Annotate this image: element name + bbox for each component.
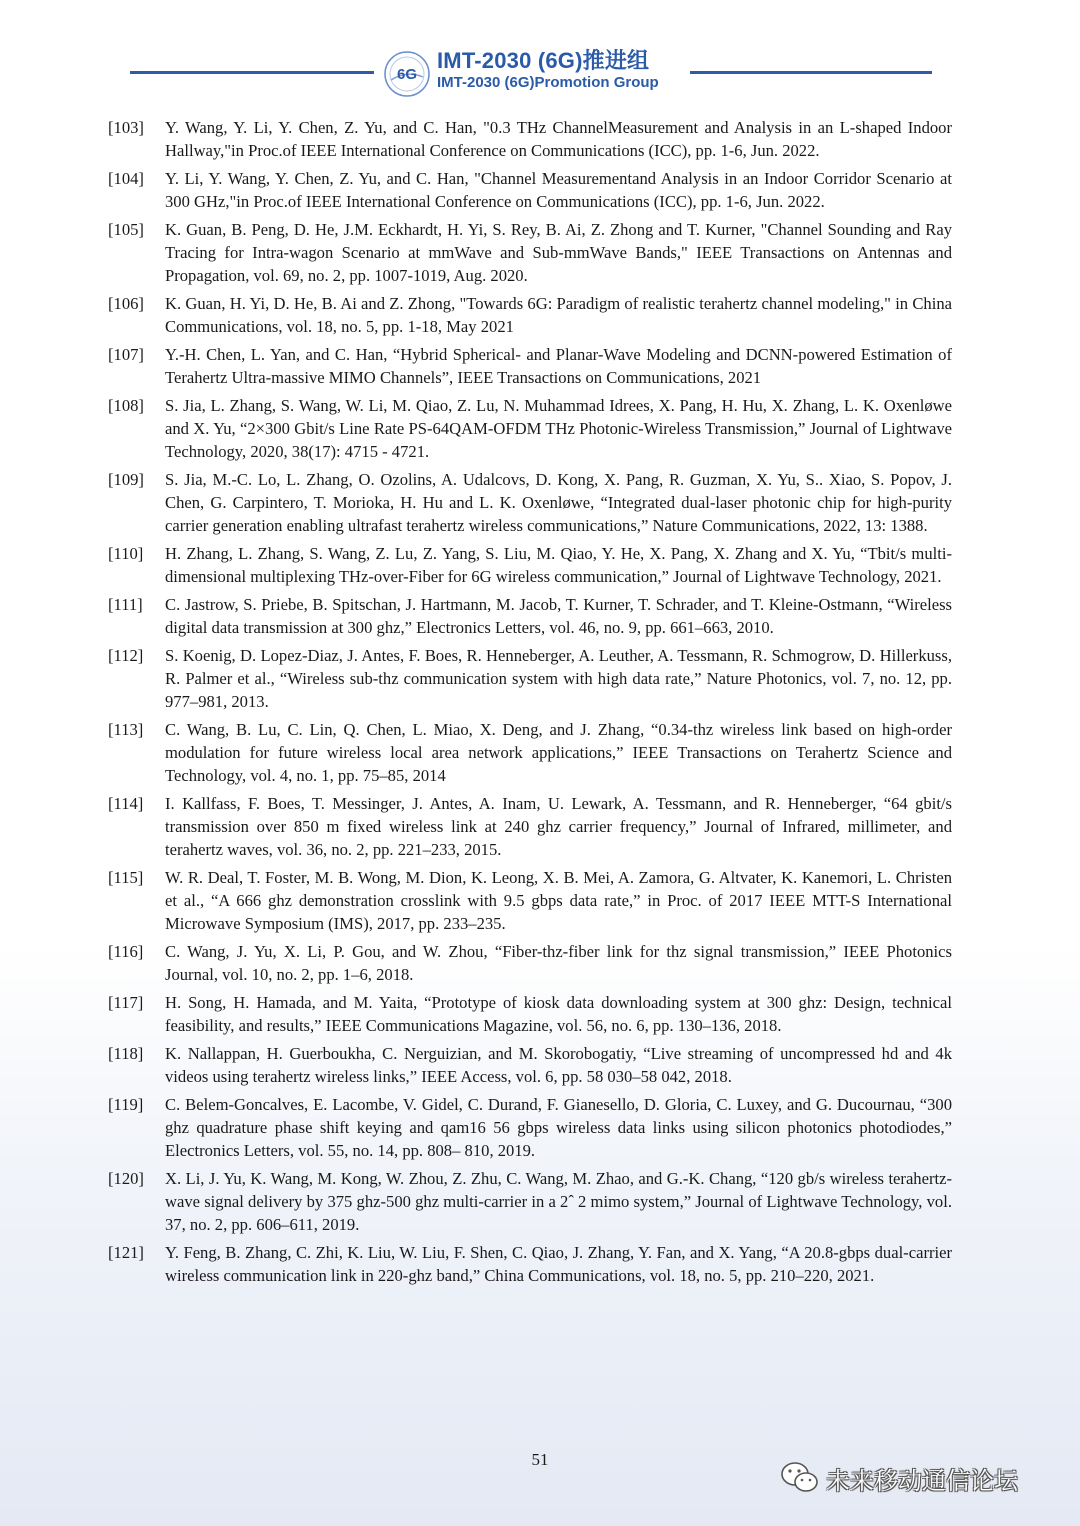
reference-number: [118] xyxy=(108,1044,144,1063)
reference-text: Y. Wang, Y. Li, Y. Chen, Z. Yu, and C. Han, "0.3 THz ChannelMeasurement and Analysis in an L-shaped Indoor Hallway,"in Proc.of IEEE International Conference on Communications (ICC), pp. 1-6, Jun. 2022. xyxy=(165,118,952,160)
reference-number: [112] xyxy=(108,646,144,665)
reference-text: H. Song, H. Hamada, and M. Yaita, “Prototype of kiosk data downloading system at 300 ghz: Design, technical feasibility, and results,” IEEE Communications Magazine, vol. 56, no. 6, pp. 130–136, 2018. xyxy=(165,993,952,1035)
watermark-text: 未来移动通信论坛 xyxy=(826,1466,1018,1495)
reference-text: S. Jia, L. Zhang, S. Wang, W. Li, M. Qiao, Z. Lu, N. Muhammad Idrees, X. Pang, H. Hu, X. Zhang, L. K. Oxenløwe and X. Yu, “2×300 Gbit/s Line Rate PS-64QAM-OFDM THz Photonic-Wireless Transmission,” Journal of Lightwave Technology, 2020, 38(17): 4715 - 4721. xyxy=(165,396,952,461)
reference-text: Y. Feng, B. Zhang, C. Zhi, K. Liu, W. Liu, F. Shen, C. Qiao, J. Zhang, Y. Fan, and X. Yang, “A 20.8-gbps dual-carrier wireless communication link in 220-ghz band,” China Communications, vol. 18, no. 5, pp. 210–220, 2021. xyxy=(165,1243,952,1285)
reference-text: X. Li, J. Yu, K. Wang, M. Kong, W. Zhou, Z. Zhu, C. Wang, M. Zhao, and G.-K. Chang, “120 gb/s wireless terahertz-wave signal delivery by 375 ghz-500 ghz multi-carrier in a 2ˆ 2 mimo system,” Journal of Lightwave Technology, vol. 37, no. 2, pp. 606–611, 2019. xyxy=(165,1169,952,1234)
reference-item xyxy=(108,593,952,639)
header-subtitle: IMT-2030 (6G)Promotion Group xyxy=(437,74,659,91)
reference-number: [111] xyxy=(108,595,143,614)
reference-text: C. Wang, B. Lu, C. Lin, Q. Chen, L. Miao, X. Deng, and J. Zhang, “0.34-thz wireless link based on high-order modulation for future wireless local area network applications,” IEEE Transactions on Terahertz Science and Technology, vol. 4, no. 1, pp. 75–85, 2014 xyxy=(165,720,952,785)
reference-text: C. Wang, J. Yu, X. Li, P. Gou, and W. Zhou, “Fiber-thz-fiber link for thz signal transmission,” IEEE Photonics Journal, vol. 10, no. 2, pp. 1–6, 2018. xyxy=(165,942,952,984)
reference-item xyxy=(108,116,952,162)
reference-item xyxy=(108,718,952,787)
reference-item xyxy=(108,292,952,338)
reference-text: K. Guan, B. Peng, D. He, J.M. Eckhardt, H. Yi, S. Rey, B. Ai, Z. Zhong and T. Kurner, "Channel Sounding and Ray Tracing for Intra-wagon Scenario at mmWave and Sub-mmWave Bands," IEEE Transactions on Antennas and Propagation, vol. 69, no. 2, pp. 1007-1019, Aug. 2020. xyxy=(165,220,952,285)
reference-text: I. Kallfass, F. Boes, T. Messinger, J. Antes, A. Inam, U. Lewark, A. Tessmann, and R. Henneberger, “64 gbit/s transmission over 850 m fixed wireless link at 240 ghz carrier frequency,” Journal of Infrared, millimeter, and terahertz waves, vol. 36, no. 2, pp. 221–233, 2015. xyxy=(165,794,952,859)
reference-item xyxy=(108,542,952,588)
reference-number: [119] xyxy=(108,1095,144,1114)
reference-item xyxy=(108,218,952,287)
reference-number: [106] xyxy=(108,294,144,313)
reference-item xyxy=(108,940,952,986)
reference-number: [109] xyxy=(108,470,144,489)
reference-item xyxy=(108,394,952,463)
watermark xyxy=(780,1458,1018,1498)
page-header xyxy=(0,46,1080,100)
reference-item xyxy=(108,167,952,213)
reference-text: W. R. Deal, T. Foster, M. B. Wong, M. Dion, K. Leong, X. B. Mei, A. Zamora, G. Altvater, K. Kanemori, L. Christen et al., “A 666 ghz demonstration crosslink with 9.5 gbps data rate,” in Proc. of 2017 IEEE MTT-S International Microwave Symposium (IMS), 2017, pp. 233–235. xyxy=(165,868,952,933)
reference-number: [115] xyxy=(108,868,144,887)
reference-number: [105] xyxy=(108,220,144,239)
brand xyxy=(437,48,659,92)
reference-text: K. Nallappan, H. Guerboukha, C. Nerguizian, and M. Skorobogatiy, “Live streaming of uncompressed hd and 4k videos using terahertz wireless links,” IEEE Access, vol. 6, pp. 58 030–58 042, 2018. xyxy=(165,1044,952,1086)
reference-number: [107] xyxy=(108,345,144,364)
reference-number: [103] xyxy=(108,118,144,137)
reference-number: [108] xyxy=(108,396,144,415)
reference-text: S. Koenig, D. Lopez-Diaz, J. Antes, F. Boes, R. Henneberger, A. Leuther, A. Tessmann, R. Schmogrow, D. Hillerkuss, R. Palmer et al., “Wireless sub-thz communication system with high data rate,” Nature Photonics, vol. 7, no. 12, pp. 977–981, 2013. xyxy=(165,646,952,711)
wechat-icon xyxy=(780,1460,820,1496)
imt2030-logo-icon xyxy=(383,50,431,98)
reference-number: [117] xyxy=(108,993,144,1012)
header-rule-left xyxy=(130,71,374,74)
reference-text: S. Jia, M.-C. Lo, L. Zhang, O. Ozolins, A. Udalcovs, D. Kong, X. Pang, R. Guzman, X. Yu, S.. Xiao, S. Popov, J. Chen, G. Carpintero, T. Morioka, H. Hu and L. K. Oxenløwe, “Integrated dual-laser photonic chip for high-purity carrier generation enabling ultrafast terahertz wireless communications,” Nature Communications, 2022, 13: 1388. xyxy=(165,470,952,535)
reference-item xyxy=(108,1241,952,1287)
logo-text: 6G xyxy=(396,66,418,83)
reference-item xyxy=(108,1093,952,1162)
reference-item xyxy=(108,468,952,537)
header-title: IMT-2030 (6G)推进组 xyxy=(437,48,650,73)
reference-list xyxy=(108,116,952,1292)
reference-item xyxy=(108,991,952,1037)
reference-number: [113] xyxy=(108,720,144,739)
reference-item xyxy=(108,1042,952,1088)
header-rule-right xyxy=(690,71,932,74)
reference-item xyxy=(108,1167,952,1236)
reference-number: [121] xyxy=(108,1243,144,1262)
reference-number: [114] xyxy=(108,794,144,813)
reference-item xyxy=(108,866,952,935)
reference-number: [110] xyxy=(108,544,144,563)
reference-number: [116] xyxy=(108,942,144,961)
reference-number: [104] xyxy=(108,169,144,188)
reference-text: K. Guan, H. Yi, D. He, B. Ai and Z. Zhong, "Towards 6G: Paradigm of realistic terahertz channel modeling," in China Communications, vol. 18, no. 5, pp. 1-18, May 2021 xyxy=(165,294,952,336)
reference-text: C. Jastrow, S. Priebe, B. Spitschan, J. Hartmann, M. Jacob, T. Kurner, T. Schrader, and T. Kleine-Ostmann, “Wireless digital data transmission at 300 ghz,” Electronics Letters, vol. 46, no. 9, pp. 661–663, 2010. xyxy=(165,595,952,637)
reference-item xyxy=(108,644,952,713)
reference-number: [120] xyxy=(108,1169,144,1188)
reference-item xyxy=(108,792,952,861)
page-number: 51 xyxy=(531,1450,549,1469)
reference-text: Y.-H. Chen, L. Yan, and C. Han, “Hybrid Spherical- and Planar-Wave Modeling and DCNN-powered Estimation of Terahertz Ultra-massive MIMO Channels”, IEEE Transactions on Communications, 2021 xyxy=(165,345,952,387)
reference-text: C. Belem-Goncalves, E. Lacombe, V. Gidel, C. Durand, F. Gianesello, D. Gloria, C. Luxey, and G. Ducournau, “300 ghz quadrature phase shift keying and qam16 56 gbps wireless data links using silicon photonics photodiodes,” Electronics Letters, vol. 55, no. 14, pp. 808– 810, 2019. xyxy=(165,1095,952,1160)
reference-item xyxy=(108,343,952,389)
reference-text: Y. Li, Y. Wang, Y. Chen, Z. Yu, and C. Han, "Channel Measurementand Analysis in an Indoor Corridor Scenario at 300 GHz,"in Proc.of IEEE International Conference on Communications (ICC), pp. 1-6, Jun. 2022. xyxy=(165,169,952,211)
reference-text: H. Zhang, L. Zhang, S. Wang, Z. Lu, Z. Yang, S. Liu, M. Qiao, Y. He, X. Pang, X. Zhang and X. Yu, “Tbit/s multi-dimensional multiplexing THz-over-Fiber for 6G wireless communication,” Journal of Lightwave Technology, 2021. xyxy=(165,544,952,586)
